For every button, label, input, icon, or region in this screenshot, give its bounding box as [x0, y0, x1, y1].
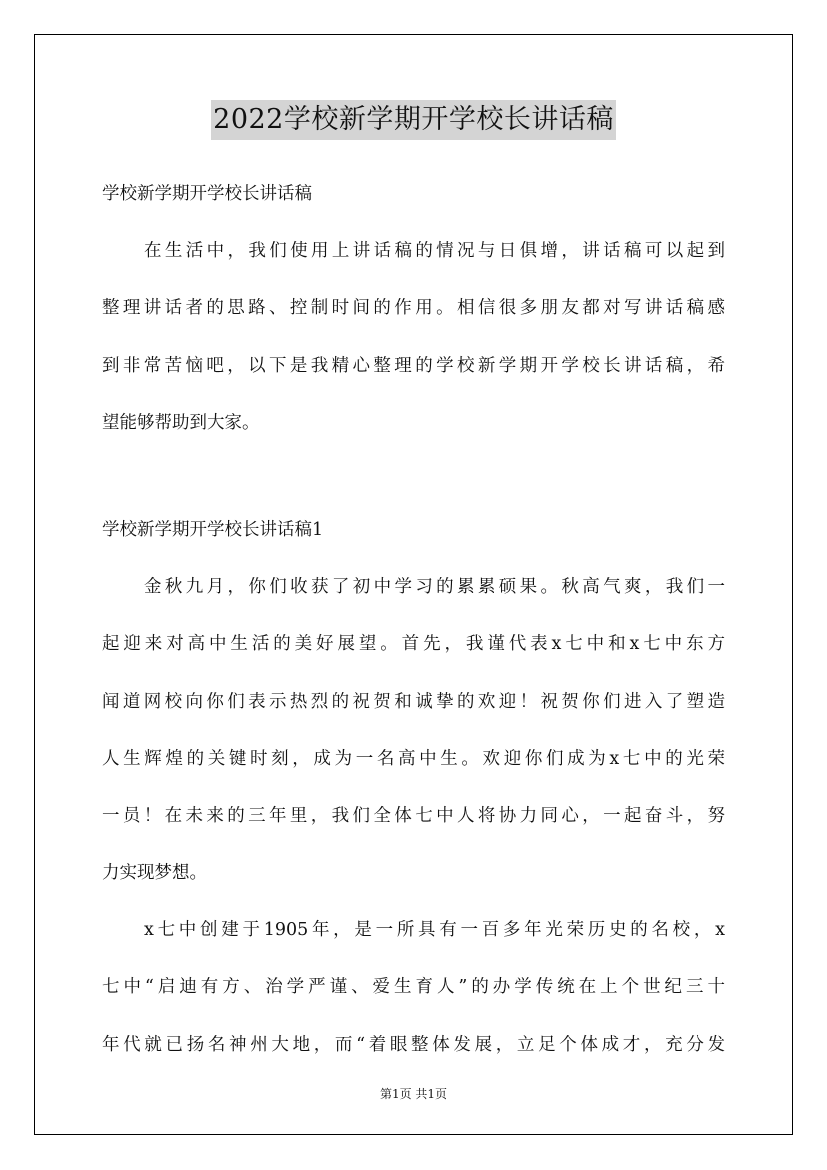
page-number: 第1页 共1页 [379, 1087, 448, 1101]
spacer [102, 892, 725, 912]
spacer [102, 721, 725, 741]
spacer [102, 328, 725, 348]
document-body [102, 176, 725, 1064]
spacer [102, 442, 725, 492]
document-subtitle: 学校新学期开学校长讲话稿 [102, 184, 312, 204]
intro-line: 到非常苦恼吧，以下是我精心整理的学校新学期开学校长讲话稿，希 [102, 355, 725, 376]
spacer [102, 778, 725, 798]
paragraph-line: x七中创建于1905年，是一所具有一百多年光荣历史的名校，x [144, 920, 725, 941]
spacer [102, 949, 725, 969]
spacer [102, 835, 725, 855]
intro-line: 望能够帮助到大家。 [102, 412, 260, 433]
paragraph-line: 力实现梦想。 [102, 863, 207, 884]
paragraph-line: 起迎来对高中生活的美好展望。首先，我谨代表x七中和x七中东方 [102, 634, 725, 655]
spacer [102, 385, 725, 405]
section-heading: 学校新学期开学校长讲话稿1 [102, 519, 324, 540]
paragraph-line: 人生辉煌的关键时刻，成为一名高中生。欢迎你们成为x七中的光荣 [102, 748, 725, 769]
title-block [0, 100, 827, 140]
paragraph-line: 闻道网校向你们表示热烈的祝贺和诚挚的欢迎！祝贺你们进入了塑造 [102, 691, 725, 712]
spacer [102, 1007, 725, 1027]
paragraph-line: 一员！在未来的三年里，我们全体七中人将协力同心，一起奋斗，努 [102, 805, 725, 826]
paragraph-line: 金秋九月，你们收获了初中学习的累累硕果。秋高气爽，我们一 [144, 577, 725, 598]
page-footer [0, 1086, 827, 1102]
spacer [102, 606, 725, 626]
spacer [102, 664, 725, 684]
spacer [102, 270, 725, 290]
document-title: 2022学校新学期开学校长讲话稿 [211, 100, 616, 140]
intro-line: 在生活中，我们使用上讲话稿的情况与日俱增，讲话稿可以起到 [144, 241, 725, 262]
spacer [102, 549, 725, 569]
paragraph-line: 年代就已扬名神州大地，而“着眼整体发展，立足个体成才，充分发 [102, 1034, 725, 1055]
intro-line: 整理讲话者的思路、控制时间的作用。相信很多朋友都对写讲话稿感 [102, 298, 725, 319]
spacer [102, 492, 725, 512]
paragraph-line: 七中“启迪有方、治学严谨、爱生育人”的办学传统在上个世纪三十 [102, 977, 725, 998]
spacer [102, 213, 725, 233]
